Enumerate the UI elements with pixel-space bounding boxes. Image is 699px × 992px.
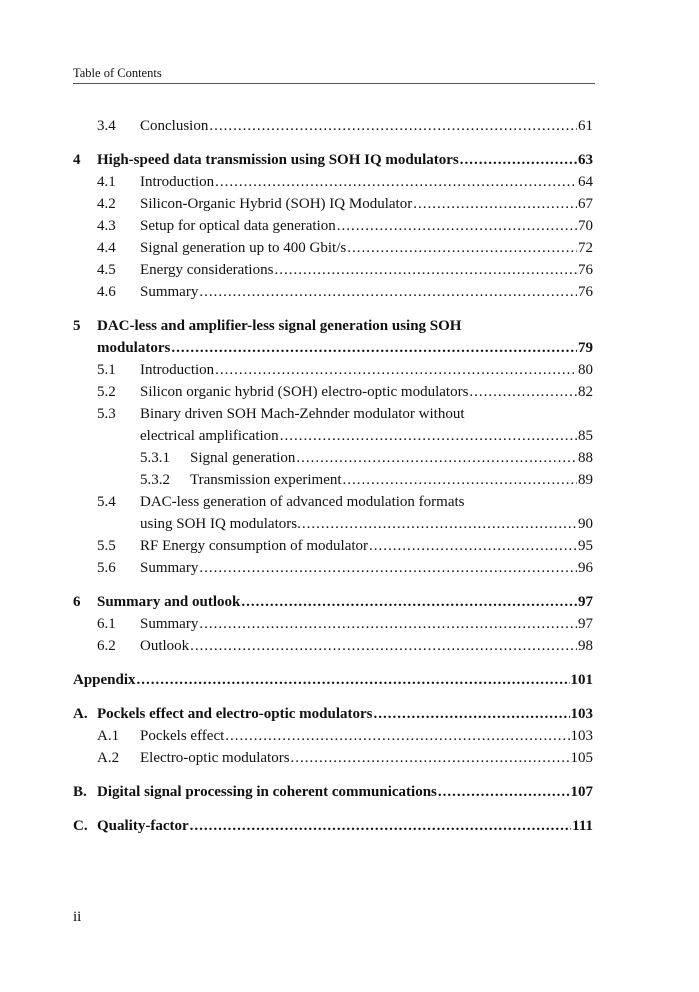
entry-page: 76 <box>578 284 593 300</box>
toc-entry-5-1[interactable] <box>73 359 593 381</box>
toc-entry-5-4-line2[interactable] <box>73 513 593 535</box>
entry-title: Summary <box>140 284 199 300</box>
toc-chapter-4[interactable] <box>73 149 593 171</box>
dot-leader <box>347 237 577 259</box>
toc-entry-5-2[interactable] <box>73 381 593 403</box>
entry-page: 70 <box>578 218 593 234</box>
dot-leader <box>215 359 577 381</box>
entry-page: 63 <box>578 152 593 168</box>
toc-appendix[interactable] <box>73 669 593 691</box>
toc-entry-5-3-1[interactable] <box>73 447 593 469</box>
entry-number: 4.4 <box>97 240 116 256</box>
toc-entry-4-5[interactable] <box>73 259 593 281</box>
toc-entry-5-3-line1[interactable] <box>73 403 593 425</box>
entry-number: 6 <box>73 594 81 610</box>
dot-leader <box>291 747 570 769</box>
entry-title: Summary and outlook <box>97 594 241 610</box>
entry-page: 105 <box>570 750 593 766</box>
entry-number: 5.3.2 <box>140 472 170 488</box>
entry-page: 61 <box>578 118 593 134</box>
entry-page: 107 <box>570 784 593 800</box>
entry-title: Silicon-Organic Hybrid (SOH) IQ Modulator <box>140 196 413 212</box>
entry-number: 5.3 <box>97 406 116 422</box>
toc-entry-a-1[interactable] <box>73 725 593 747</box>
toc-appendix-c[interactable] <box>73 815 593 837</box>
entry-page: 103 <box>570 728 593 744</box>
entry-number: 4.6 <box>97 284 116 300</box>
dot-leader <box>199 557 577 579</box>
toc-chapter-5-line1[interactable] <box>73 315 593 337</box>
toc-entry-5-5[interactable] <box>73 535 593 557</box>
entry-page: 80 <box>578 362 593 378</box>
entry-title: Appendix <box>73 672 136 688</box>
entry-page: 76 <box>578 262 593 278</box>
dot-leader <box>413 193 577 215</box>
entry-page: 101 <box>570 672 593 688</box>
dot-leader <box>280 425 577 447</box>
entry-number: 5.1 <box>97 362 116 378</box>
entry-number: 5.6 <box>97 560 116 576</box>
dot-leader <box>343 469 577 491</box>
entry-title-continued: modulators <box>97 340 171 356</box>
entry-page: 64 <box>578 174 593 190</box>
entry-page: 97 <box>578 594 593 610</box>
toc-entry-a-2[interactable] <box>73 747 593 769</box>
entry-number: 5 <box>73 318 81 334</box>
dot-leader <box>225 725 569 747</box>
entry-page: 72 <box>578 240 593 256</box>
entry-number: A.1 <box>97 728 120 744</box>
entry-page: 88 <box>578 450 593 466</box>
entry-number: A. <box>73 706 88 722</box>
entry-page: 67 <box>578 196 593 212</box>
dot-leader <box>190 815 572 837</box>
entry-title: Silicon organic hybrid (SOH) electro-optic modulators <box>140 384 469 400</box>
entry-number: B. <box>73 784 87 800</box>
entry-page: 96 <box>578 560 593 576</box>
entry-title: Binary driven SOH Mach-Zehnder modulator without <box>140 406 465 422</box>
toc-entry-5-4-line1[interactable] <box>73 491 593 513</box>
toc-entry-5-6[interactable] <box>73 557 593 579</box>
dot-leader <box>215 171 577 193</box>
entry-title: Summary <box>140 616 199 632</box>
entry-title: Pockels effect and electro-optic modulators <box>97 706 373 722</box>
entry-title: Introduction <box>140 362 215 378</box>
dot-leader <box>369 535 577 557</box>
toc-entry-4-3[interactable] <box>73 215 593 237</box>
dot-leader <box>209 115 577 137</box>
page-number: ii <box>73 909 82 925</box>
toc-entry-3-4[interactable] <box>73 115 593 137</box>
entry-title: Introduction <box>140 174 215 190</box>
table-of-contents <box>73 115 593 837</box>
entry-number: 4.2 <box>97 196 116 212</box>
entry-title: Outlook <box>140 638 190 654</box>
dot-leader <box>190 635 577 657</box>
entry-number: C. <box>73 818 88 834</box>
entry-number: 4.5 <box>97 262 116 278</box>
entry-title: Signal generation up to 400 Gbit/s <box>140 240 347 256</box>
toc-chapter-6[interactable] <box>73 591 593 613</box>
dot-leader <box>460 149 577 171</box>
entry-title: High-speed data transmission using SOH IQ modulators <box>97 152 459 168</box>
dot-leader <box>438 781 570 803</box>
entry-number: 5.4 <box>97 494 116 510</box>
entry-page: 79 <box>578 340 593 356</box>
dot-leader <box>241 591 577 613</box>
entry-title: DAC-less generation of advanced modulation formats <box>140 494 465 510</box>
dot-leader <box>274 259 577 281</box>
entry-title: DAC-less and amplifier-less signal generation using SOH <box>97 318 462 334</box>
entry-page: 90 <box>578 516 593 532</box>
dot-leader <box>137 669 570 691</box>
entry-title: Transmission experiment <box>190 472 342 488</box>
entry-number: 5.5 <box>97 538 116 554</box>
entry-number: 4.3 <box>97 218 116 234</box>
toc-entry-4-4[interactable] <box>73 237 593 259</box>
toc-entry-5-3-line2[interactable] <box>73 425 593 447</box>
dot-leader <box>469 381 577 403</box>
entry-number: 5.2 <box>97 384 116 400</box>
entry-number: A.2 <box>97 750 120 766</box>
toc-appendix-a[interactable] <box>73 703 593 725</box>
entry-title-continued: electrical amplification <box>140 428 279 444</box>
dot-leader <box>296 447 577 469</box>
entry-title: Digital signal processing in coherent communications <box>97 784 437 800</box>
entry-number: 4.1 <box>97 174 116 190</box>
running-header: Table of Contents <box>73 66 595 84</box>
entry-number: 4 <box>73 152 81 168</box>
entry-title: Energy considerations <box>140 262 274 278</box>
entry-page: 98 <box>578 638 593 654</box>
dot-leader <box>199 281 577 303</box>
entry-title: Quality-factor <box>97 818 189 834</box>
dot-leader <box>199 613 577 635</box>
entry-page: 103 <box>570 706 593 722</box>
entry-page: 85 <box>578 428 593 444</box>
toc-chapter-5-line2[interactable] <box>73 337 593 359</box>
entry-page: 111 <box>572 818 593 834</box>
entry-page: 95 <box>578 538 593 554</box>
entry-title: Electro-optic modulators <box>140 750 290 766</box>
entry-title: Summary <box>140 560 199 576</box>
toc-entry-4-6[interactable] <box>73 281 593 303</box>
dot-leader <box>171 337 577 359</box>
toc-appendix-b[interactable] <box>73 781 593 803</box>
dot-leader <box>337 215 577 237</box>
toc-entry-4-2[interactable] <box>73 193 593 215</box>
toc-entry-6-1[interactable] <box>73 613 593 635</box>
entry-number: 6.1 <box>97 616 116 632</box>
entry-number: 5.3.1 <box>140 450 170 466</box>
entry-title: Signal generation <box>190 450 296 466</box>
entry-title: Pockels effect <box>140 728 225 744</box>
entry-title: Setup for optical data generation <box>140 218 336 234</box>
entry-page: 89 <box>578 472 593 488</box>
toc-entry-4-1[interactable] <box>73 171 593 193</box>
dot-leader <box>374 703 570 725</box>
dot-leader <box>302 513 577 535</box>
entry-title: Conclusion <box>140 118 209 134</box>
entry-number: 6.2 <box>97 638 116 654</box>
entry-page: 97 <box>578 616 593 632</box>
entry-number: 3.4 <box>97 118 116 134</box>
toc-entry-6-2[interactable] <box>73 635 593 657</box>
toc-entry-5-3-2[interactable] <box>73 469 593 491</box>
entry-title: RF Energy consumption of modulator <box>140 538 369 554</box>
entry-page: 82 <box>578 384 593 400</box>
entry-title-continued: using SOH IQ modulators. <box>140 516 301 532</box>
